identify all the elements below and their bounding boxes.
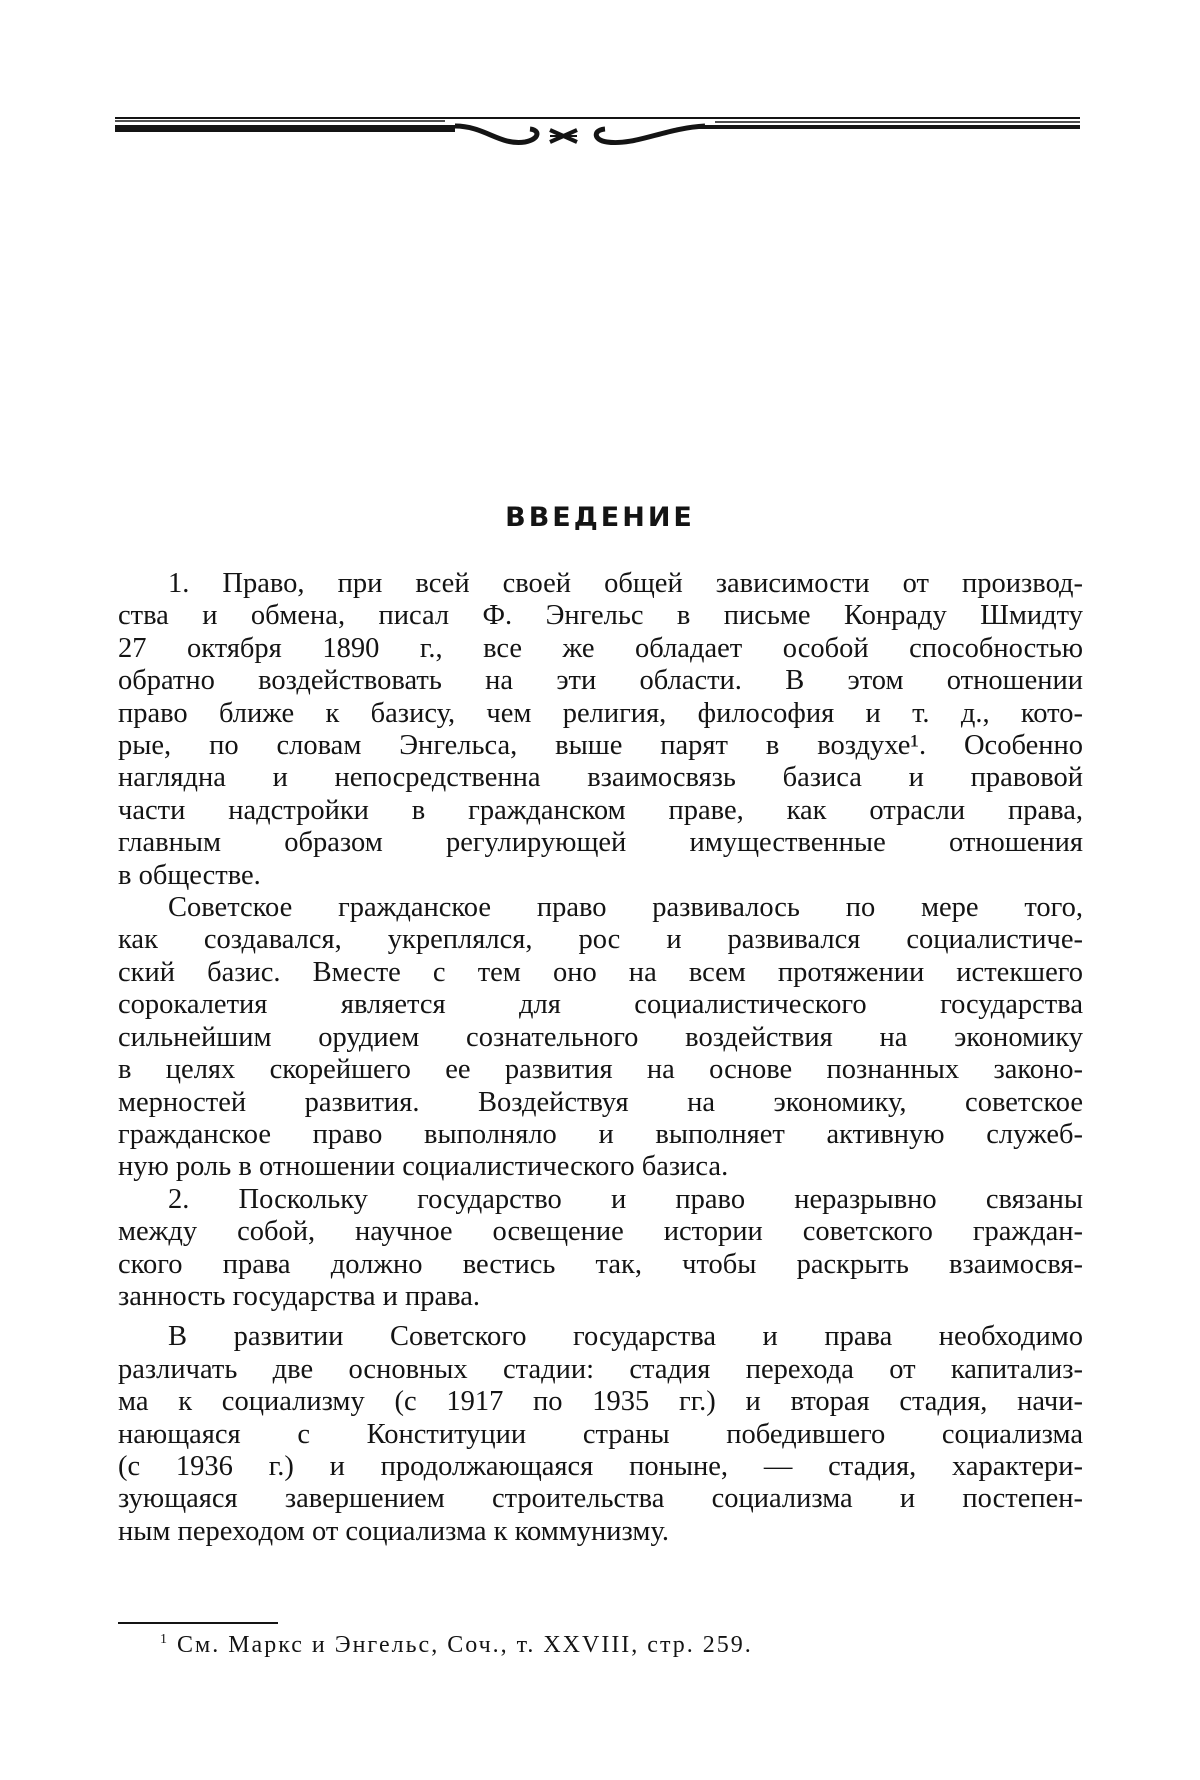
text-line: между собой, научное освещение истории советского граждан- [118,1216,1083,1248]
text-line: в целях скорейшего ее развития на основе познанных законо- [118,1054,1083,1086]
text-line: сильнейшим орудием сознательного воздействия на экономику [118,1021,1083,1053]
footnote-divider [118,1622,278,1624]
text-line: нающаяся с Конституции страны победившего социализма [118,1418,1083,1450]
page-heading: ВВЕДЕНИЕ [505,502,695,533]
paragraph-1 [118,568,1083,892]
text-line: сорокалетия является для социалистического государства [118,989,1083,1021]
text-line: 27 октября 1890 г., все же обладает особой способностью [118,632,1083,664]
text-line: различать две основных стадии: стадия перехода от капитализ- [118,1353,1083,1385]
text-line: как создавался, укреплялся, рос и развивался социалистиче- [118,924,1083,956]
text-line: в обществе. [118,859,261,891]
text-line: мерностей развития. Воздействуя на экономику, советское [118,1086,1083,1118]
text-line: части надстройки в гражданском праве, как отрасли права, [118,794,1083,826]
footnote [160,1632,753,1659]
text-line: (с 1936 г.) и продолжающаяся поныне, — стадия, характери- [118,1450,1083,1482]
paragraph-2 [118,892,1083,1184]
text-line: гражданское право выполняло и выполняет активную служеб- [118,1118,1083,1150]
main-text [118,568,1083,1548]
text-line: право ближе к базису, чем религия, философия и т. д., кото- [118,697,1083,729]
footnote-mark: 1 [160,1632,169,1647]
text-line: 2. Поскольку государство и право неразрывно связаны [168,1183,1083,1215]
text-line: занность государства и права. [118,1280,481,1312]
text-line: ным переходом от социализма к коммунизму. [118,1515,669,1547]
header-ornament [115,112,1080,162]
text-line: рые, по словам Энгельса, выше парят в воздухе¹. Особенно [118,730,1083,762]
paragraph-4 [118,1321,1083,1548]
text-line: зующаяся завершением строительства социализма и постепен- [118,1483,1083,1515]
text-line: 1. Право, при всей своей общей зависимости от производ- [168,568,1083,599]
text-line: наглядна и непосредственна взаимосвязь базиса и правовой [118,762,1083,794]
text-line: ма к социализму (с 1917 по 1935 гг.) и вторая стадия, начи- [118,1386,1083,1418]
text-line: Советское гражданское право развивалось по мере того, [168,892,1083,924]
text-line: ский базис. Вместе с тем оно на всем протяжении истекшего [118,956,1083,988]
text-line: обратно воздействовать на эти области. В этом отношении [118,665,1083,697]
text-line: ную роль в отношении социалистического базиса. [118,1151,729,1183]
text-line: ства и обмена, писал Ф. Энгельс в письме Конраду Шмидту [118,600,1083,632]
paragraph-3 [118,1184,1083,1314]
text-line: ского права должно вестись так, чтобы раскрыть взаимосвя- [118,1248,1083,1280]
text-line: В развитии Советского государства и права необходимо [168,1321,1083,1353]
footnote-text: См. Маркс и Энгельс, Соч., т. XXVIII, стр. 259. [177,1632,753,1658]
text-line: главным образом регулирующей имущественные отношения [118,827,1083,859]
